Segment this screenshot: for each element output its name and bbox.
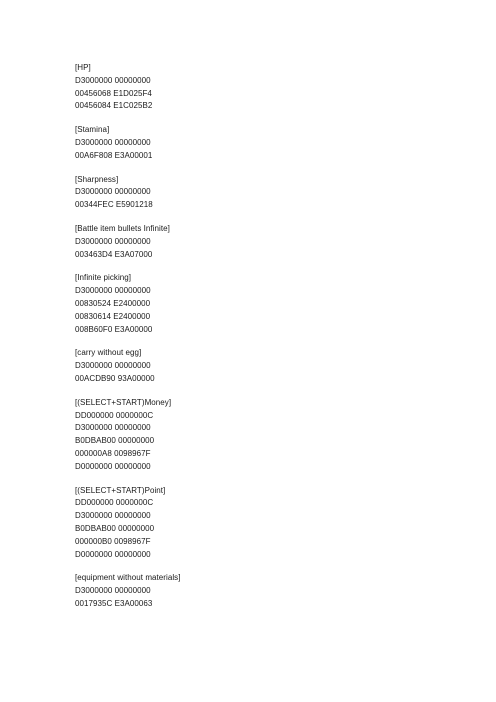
code-line: D3000000 00000000 — [75, 137, 151, 147]
code-line: 00ACDB90 93A00000 — [75, 373, 155, 383]
section-title: [(SELECT+START)Point] — [75, 485, 166, 495]
code-line: 00830524 E2400000 — [75, 298, 151, 308]
code-line: D3000000 00000000 — [75, 75, 151, 85]
code-line: 00456084 E1C025B2 — [75, 101, 153, 111]
document-page — [75, 62, 475, 622]
code-section-stamina — [75, 124, 475, 162]
code-line: D3000000 00000000 — [75, 361, 151, 371]
code-line: 000000B0 0098967F — [75, 536, 151, 546]
code-line: D0000000 00000000 — [75, 549, 151, 559]
section-title: [Sharpness] — [75, 174, 119, 184]
code-section-point — [75, 485, 475, 562]
code-section-infinite-picking — [75, 272, 475, 336]
code-line: DD000000 0000000C — [75, 498, 154, 508]
code-section-hp — [75, 62, 475, 113]
section-title: [(SELECT+START)Money] — [75, 397, 172, 407]
code-line: 00344FEC E5901218 — [75, 200, 153, 210]
section-title: [Infinite picking] — [75, 273, 132, 283]
code-section-sharpness — [75, 174, 475, 212]
code-line: D0000000 00000000 — [75, 461, 151, 471]
code-line: D3000000 00000000 — [75, 423, 151, 433]
code-line: 000000A8 0098967F — [75, 448, 151, 458]
code-line: B0DBAB00 00000000 — [75, 436, 155, 446]
code-line: D3000000 00000000 — [75, 286, 151, 296]
section-title: [HP] — [75, 63, 91, 72]
code-line: 00830614 E2400000 — [75, 311, 151, 321]
code-line: D3000000 00000000 — [75, 187, 151, 197]
code-line: DD000000 0000000C — [75, 410, 154, 420]
code-line: B0DBAB00 00000000 — [75, 523, 155, 533]
section-title: [Stamina] — [75, 125, 110, 135]
section-title: [equipment without materials] — [75, 573, 181, 583]
section-title: [Battle item bullets Infinite] — [75, 223, 170, 233]
code-line: 00A6F808 E3A00001 — [75, 150, 153, 160]
code-line: 00456068 E1D025F4 — [75, 88, 152, 98]
code-section-battle-item — [75, 223, 475, 261]
code-line: D3000000 00000000 — [75, 586, 151, 596]
code-section-equipment — [75, 572, 475, 610]
code-line: D3000000 00000000 — [75, 236, 151, 246]
code-line: 003463D4 E3A07000 — [75, 249, 153, 259]
code-section-money — [75, 397, 475, 474]
section-title: [carry without egg] — [75, 348, 142, 358]
code-section-carry-without-egg — [75, 347, 475, 385]
code-line: 008B60F0 E3A00000 — [75, 324, 153, 334]
code-line: 0017935C E3A00063 — [75, 598, 153, 608]
code-line: D3000000 00000000 — [75, 511, 151, 521]
